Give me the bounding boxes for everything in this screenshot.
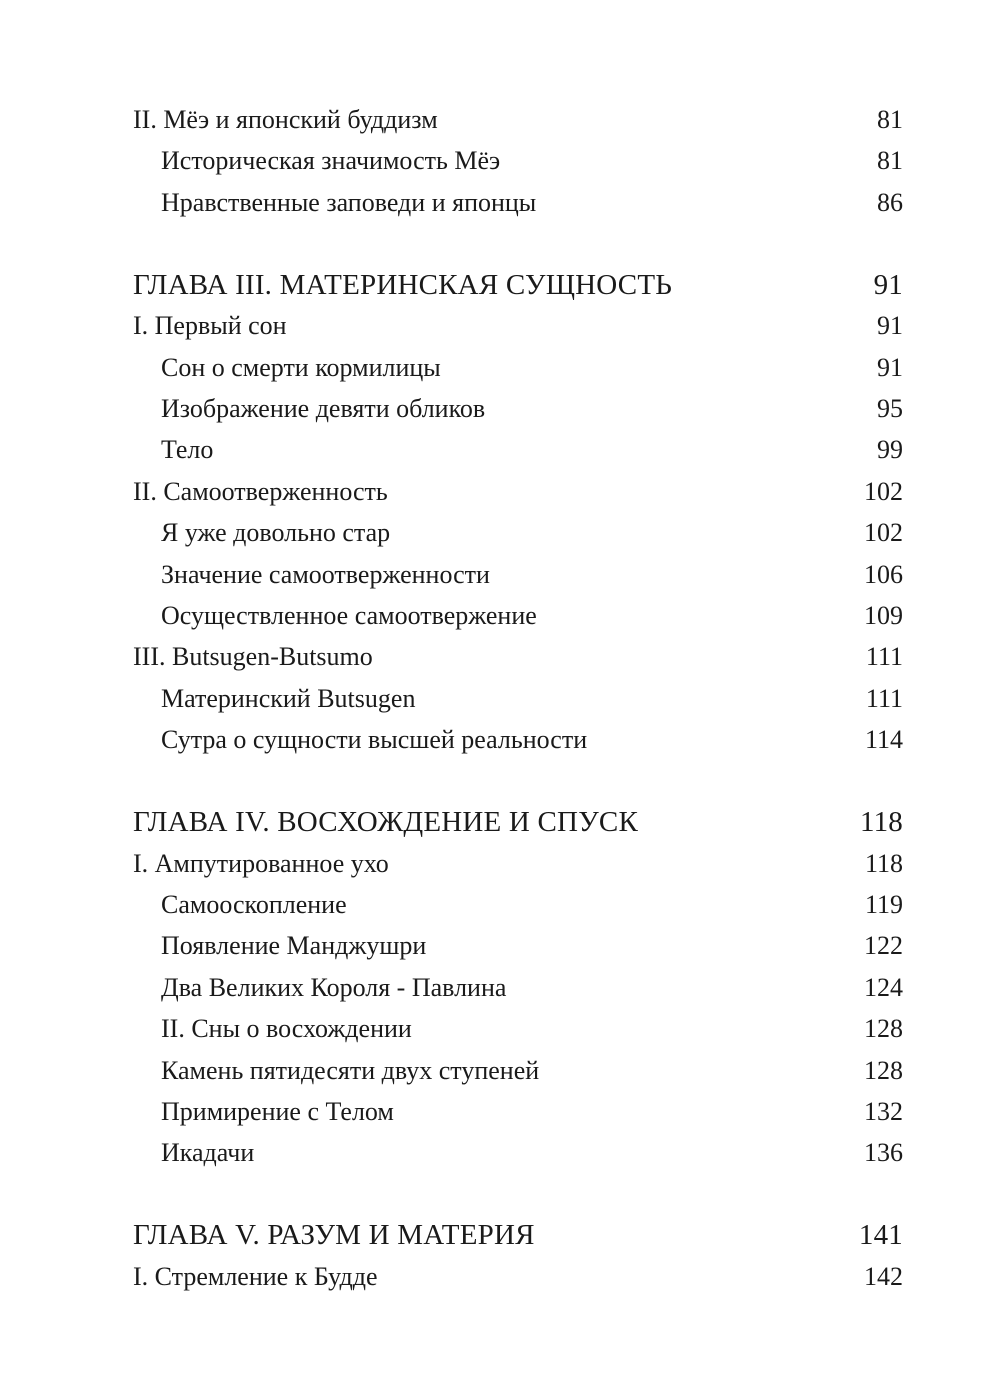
toc-entry-title: Камень пятидесяти двух ступеней bbox=[161, 1056, 540, 1085]
toc-entry-page: 136 bbox=[864, 1138, 903, 1167]
toc-entry-title: I. Первый сон bbox=[133, 311, 287, 340]
toc-entry-page: 114 bbox=[864, 725, 903, 754]
toc-entry bbox=[133, 1257, 903, 1297]
toc-entry bbox=[133, 844, 903, 884]
toc-entry-page: 119 bbox=[864, 890, 903, 919]
toc-entry-page: 106 bbox=[864, 560, 903, 589]
toc-entry-title: Икадачи bbox=[161, 1138, 255, 1167]
toc-entry-title: II. Самоотверженность bbox=[133, 477, 388, 506]
toc-entry bbox=[133, 637, 903, 677]
toc-entry-page: 132 bbox=[864, 1097, 903, 1126]
toc-entry-title: III. Butsugen-Butsumo bbox=[133, 642, 373, 671]
chapter-page: 91 bbox=[873, 269, 903, 301]
toc-entry bbox=[133, 679, 903, 719]
toc-entry-page: 81 bbox=[877, 105, 903, 134]
toc-entry bbox=[133, 348, 903, 388]
toc-entry bbox=[133, 1051, 903, 1091]
toc-entry-page: 128 bbox=[864, 1014, 903, 1043]
toc-entry-title: II. Сны о восхождении bbox=[161, 1014, 412, 1043]
toc-entry bbox=[133, 1133, 903, 1173]
toc-entry-title: Нравственные заповеди и японцы bbox=[161, 188, 537, 217]
toc-entry bbox=[133, 555, 903, 595]
toc-entry-page: 118 bbox=[864, 849, 903, 878]
toc-entry-page: 128 bbox=[864, 1056, 903, 1085]
toc-entry-title: Появление Манджушри bbox=[161, 931, 427, 960]
toc-entry-page: 86 bbox=[877, 188, 903, 217]
toc-entry bbox=[133, 306, 903, 346]
toc-entry-page: 122 bbox=[864, 931, 903, 960]
toc-entry bbox=[133, 183, 903, 223]
toc-entry-title: Изображение девяти обликов bbox=[161, 394, 486, 423]
toc-entry bbox=[133, 141, 903, 181]
toc-chapter bbox=[133, 1215, 903, 1255]
toc-entry-title: Сутра о сущности высшей реальности bbox=[161, 725, 588, 754]
toc-entry bbox=[133, 926, 903, 966]
toc-entry-title: Самооскопление bbox=[161, 890, 347, 919]
toc-entry bbox=[133, 1092, 903, 1132]
toc-entry-page: 91 bbox=[877, 311, 903, 340]
toc-entry bbox=[133, 430, 903, 470]
toc-entry bbox=[133, 389, 903, 429]
toc-entry bbox=[133, 596, 903, 636]
toc-chapter bbox=[133, 265, 903, 305]
toc-entry bbox=[133, 885, 903, 925]
chapter-page: 118 bbox=[859, 806, 903, 838]
toc-entry-page: 142 bbox=[864, 1262, 903, 1291]
toc-entry bbox=[133, 100, 903, 140]
toc-entry-title: Историческая значимость Мёэ bbox=[161, 146, 501, 175]
chapter-title: ГЛАВА IV. ВОСХОЖДЕНИЕ И СПУСК bbox=[133, 806, 639, 838]
toc-entry-title: Тело bbox=[161, 435, 214, 464]
toc-entry-page: 81 bbox=[877, 146, 903, 175]
toc-entry-page: 111 bbox=[865, 684, 903, 713]
chapter-page: 141 bbox=[858, 1219, 903, 1251]
toc-entry bbox=[133, 720, 903, 760]
toc-entry-title: Значение самоотверженности bbox=[161, 560, 490, 589]
toc-entry-page: 111 bbox=[865, 642, 903, 671]
toc-entry-page: 102 bbox=[864, 477, 903, 506]
toc-entry-page: 102 bbox=[864, 518, 903, 547]
toc-entry bbox=[133, 472, 903, 512]
chapter-title: ГЛАВА V. РАЗУМ И МАТЕРИЯ bbox=[133, 1219, 535, 1251]
chapter-title: ГЛАВА III. МАТЕРИНСКАЯ СУЩНОСТЬ bbox=[133, 269, 673, 301]
toc-entry-title: Я уже довольно стар bbox=[161, 518, 391, 547]
toc-entry bbox=[133, 513, 903, 553]
toc-entry-page: 99 bbox=[877, 435, 903, 464]
toc-entry bbox=[133, 968, 903, 1008]
toc-entry-title: Осуществленное самоотвержение bbox=[161, 601, 537, 630]
toc-entry-page: 109 bbox=[864, 601, 903, 630]
toc-entry-title: Два Великих Короля - Павлина bbox=[161, 973, 507, 1002]
toc-entry-title: Материнский Butsugen bbox=[161, 684, 416, 713]
toc-entry-title: I. Стремление к Будде bbox=[133, 1262, 378, 1291]
toc-entry-page: 124 bbox=[864, 973, 903, 1002]
toc-entry-title: I. Ампутированное ухо bbox=[133, 849, 389, 878]
toc-entry-title: II. Мёэ и японский буддизм bbox=[133, 105, 438, 134]
toc-entry-title: Сон о смерти кормилицы bbox=[161, 353, 441, 382]
toc-entry-title: Примирение с Телом bbox=[161, 1097, 394, 1126]
toc-entry bbox=[133, 1009, 903, 1049]
toc-entry-page: 91 bbox=[877, 353, 903, 382]
toc-entry-page: 95 bbox=[877, 394, 903, 423]
toc-chapter bbox=[133, 802, 903, 842]
